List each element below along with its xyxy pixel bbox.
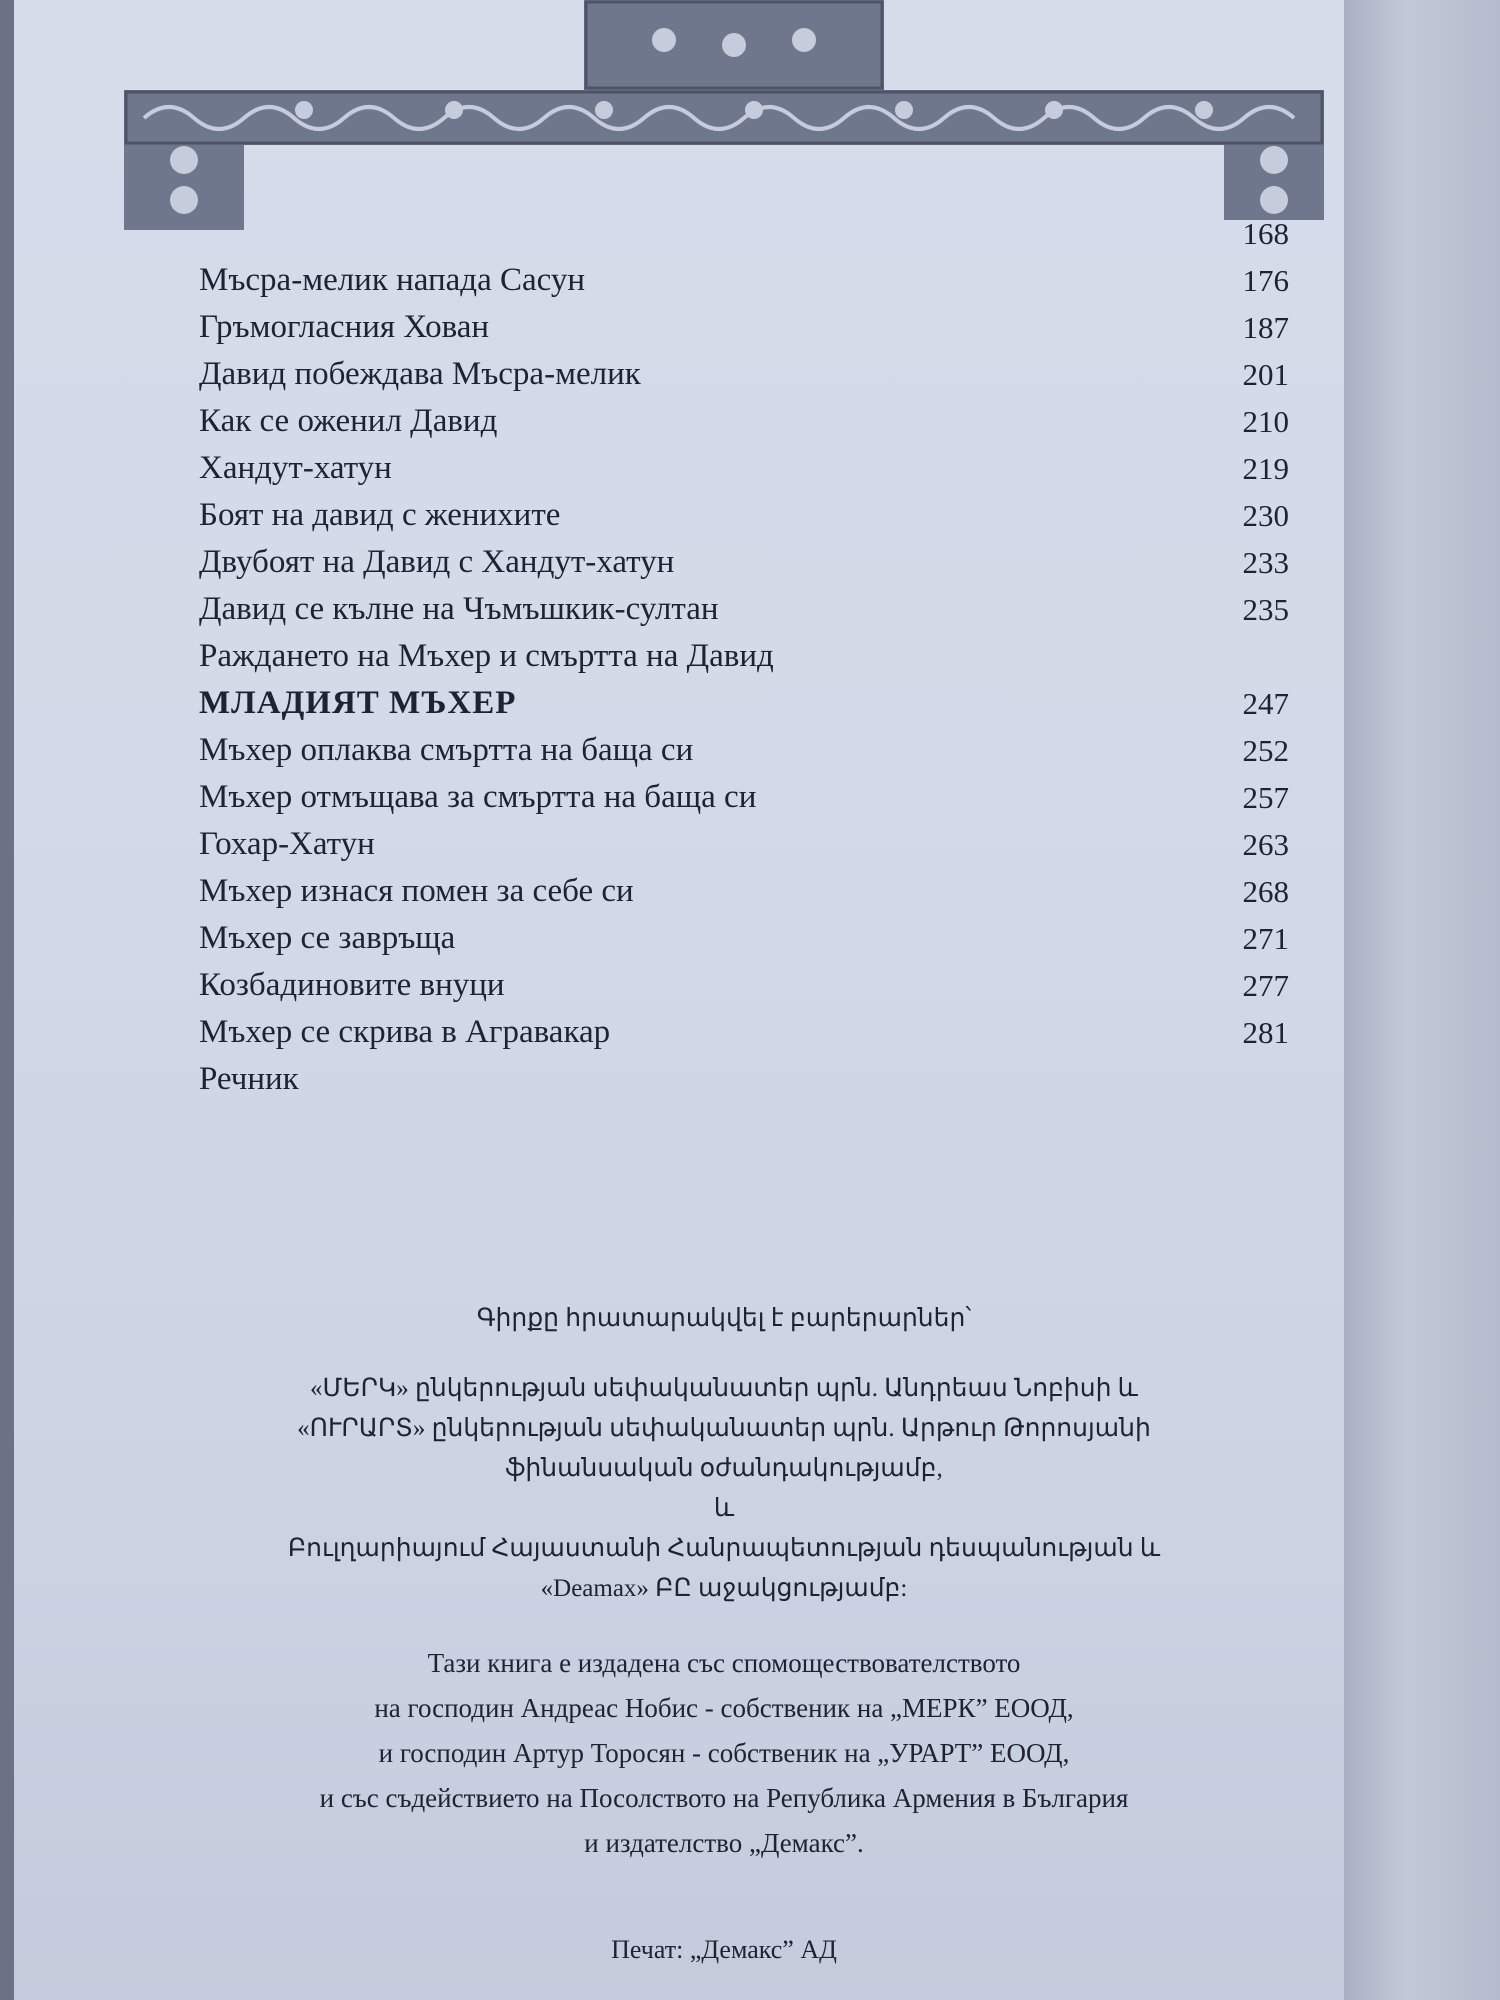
toc-section-heading bbox=[199, 675, 1289, 722]
toc-page-number: 277 bbox=[1242, 968, 1289, 1003]
toc-page-number: 233 bbox=[1242, 545, 1289, 580]
toc-title: Мъхер се скрива в Агравакар bbox=[199, 1014, 611, 1050]
toc-page-number: 235 bbox=[1242, 592, 1289, 627]
toc-row bbox=[199, 487, 1289, 534]
toc-row bbox=[199, 769, 1289, 816]
toc-row bbox=[199, 1051, 1289, 1098]
bulgarian-credits-line: и господин Артур Торосян - собственик на „УРАРТ” ЕООД, bbox=[378, 1738, 1070, 1768]
toc-title: Гръмогласния Хован bbox=[199, 309, 490, 345]
toc-title: Мъхер се завръща bbox=[199, 920, 456, 956]
toc-title: Козбадиновите внуци bbox=[199, 967, 505, 1003]
toc-page-number: 168 bbox=[1242, 216, 1289, 251]
adjacent-page-edge bbox=[0, 0, 14, 2000]
toc-row bbox=[199, 534, 1289, 581]
toc-row bbox=[199, 252, 1289, 299]
armenian-credits-line: «Deamax» ԲԸ աջակցությամբ: bbox=[540, 1575, 908, 1602]
toc-page-number: 187 bbox=[1242, 310, 1289, 345]
armenian-credits-line: ֆինանսական օժանդակությամբ, bbox=[505, 1455, 943, 1482]
toc-page-number: 201 bbox=[1242, 357, 1289, 392]
toc-title: Речник bbox=[199, 1061, 299, 1097]
toc-page-number: 271 bbox=[1242, 921, 1289, 956]
book-page bbox=[14, 0, 1344, 2000]
bulgarian-credits-line: на господин Андреас Нобис - собственик на „МЕРК” ЕООД, bbox=[374, 1693, 1074, 1723]
armenian-credits-line: «ՄԵՐԿ» ընկերության սեփականատեր պրն. Անդրեաս Նոբիսի և bbox=[310, 1375, 1138, 1402]
toc-page-number: 210 bbox=[1242, 404, 1289, 439]
bulgarian-credits-line: и със съдействието на Посолството на Република Армения в България bbox=[319, 1783, 1129, 1813]
toc-row bbox=[199, 205, 1289, 252]
toc-row bbox=[199, 581, 1289, 628]
toc-page-number: 247 bbox=[1242, 686, 1289, 721]
armenian-credits-title: Գիրքը հրատարակվել է բարերարներ՝ bbox=[476, 1305, 972, 1332]
toc-title: Двубоят на Давид с Хандут-хатун bbox=[199, 544, 675, 580]
printing-info: Печат: „Демакс” АД bbox=[611, 1935, 837, 1964]
armenian-credits-line: «ՈՒՐԱՐՏ» ընկերության սեփականատեր պրն. Արթուր Թորոսյանի bbox=[297, 1415, 1151, 1442]
toc-row bbox=[199, 440, 1289, 487]
toc-row bbox=[199, 1004, 1289, 1051]
toc-page-number: 230 bbox=[1242, 498, 1289, 533]
toc-title: Гохар-Хатун bbox=[199, 826, 375, 862]
grapevine-ornament-header bbox=[124, 0, 1324, 240]
toc-title: Давид побеждава Мъсра-мелик bbox=[199, 356, 641, 392]
toc-page-number: 281 bbox=[1242, 1015, 1289, 1050]
toc-row bbox=[199, 816, 1289, 863]
toc-title: Хандут-хатун bbox=[199, 450, 392, 486]
toc-page-number: 268 bbox=[1242, 874, 1289, 909]
table-of-contents bbox=[199, 205, 1289, 1098]
toc-page-number: 263 bbox=[1242, 827, 1289, 862]
toc-title: Мъхер оплаква смъртта на баща си bbox=[199, 732, 694, 768]
armenian-credits-line: Բուլղարիայում Հայաստանի Հանրապետության դեսպանության և bbox=[287, 1535, 1161, 1562]
toc-title: Мъхер отмъщава за смъртта на баща си bbox=[199, 779, 757, 815]
toc-title: Мъсра-мелик напада Сасун bbox=[199, 262, 586, 298]
bulgarian-credits-line: Тази книга е издадена със спомоществователството bbox=[427, 1648, 1021, 1678]
bulgarian-credits-line: и издателство „Демакс”. bbox=[584, 1828, 864, 1858]
toc-page-number: 176 bbox=[1242, 263, 1289, 298]
toc-row bbox=[199, 722, 1289, 769]
toc-row bbox=[199, 628, 1289, 675]
toc-page-number: 257 bbox=[1242, 780, 1289, 815]
toc-row bbox=[199, 393, 1289, 440]
toc-title: Давид се кълне на Чъмъшкик-султан bbox=[199, 591, 719, 627]
toc-page-number: 219 bbox=[1242, 451, 1289, 486]
toc-row bbox=[199, 957, 1289, 1004]
page-shadow-right bbox=[1344, 0, 1500, 2000]
toc-title: Мъхер изнася помен за себе си bbox=[199, 873, 634, 909]
toc-row bbox=[199, 863, 1289, 910]
toc-title: Как се оженил Давид bbox=[199, 403, 498, 439]
toc-row bbox=[199, 346, 1289, 393]
toc-title: Раждането на Мъхер и смъртта на Давид bbox=[199, 638, 774, 674]
armenian-credits-line: և bbox=[713, 1495, 735, 1522]
toc-title: Боят на давид с женихите bbox=[199, 497, 561, 533]
toc-page-number: 252 bbox=[1242, 733, 1289, 768]
toc-row bbox=[199, 910, 1289, 957]
toc-title: МЛАДИЯТ МЪХЕР bbox=[199, 685, 517, 721]
toc-row bbox=[199, 299, 1289, 346]
